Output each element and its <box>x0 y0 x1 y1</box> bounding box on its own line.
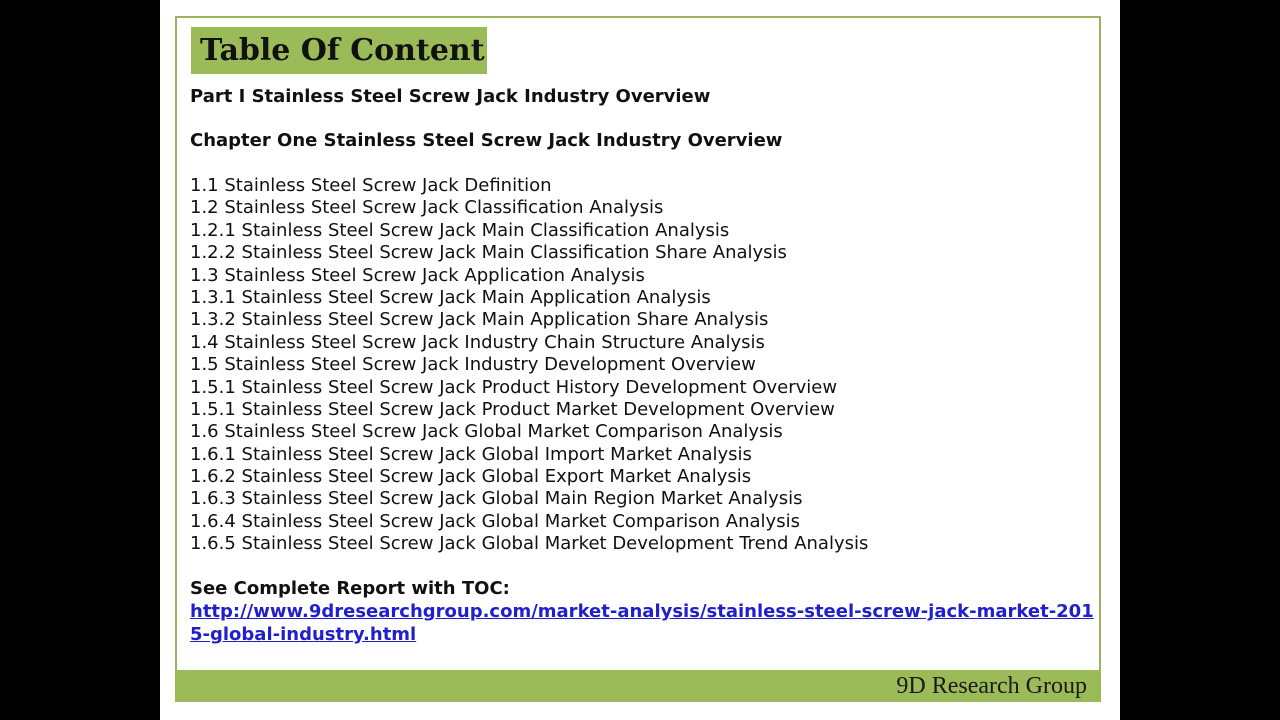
chapter-heading: Chapter One Stainless Steel Screw Jack Industry Overview <box>190 130 783 151</box>
part-heading: Part I Stainless Steel Screw Jack Industry Overview <box>190 86 711 107</box>
toc-item: 1.2.1 Stainless Steel Screw Jack Main Classification Analysis <box>190 219 730 241</box>
toc-item: 1.3 Stainless Steel Screw Jack Application Analysis <box>190 264 645 286</box>
toc-item: 1.6.4 Stainless Steel Screw Jack Global Market Comparison Analysis <box>190 510 800 532</box>
see-report-label: See Complete Report with TOC: <box>190 578 510 599</box>
toc-item: 1.6.5 Stainless Steel Screw Jack Global Market Development Trend Analysis <box>190 533 869 555</box>
toc-item: 1.5.1 Stainless Steel Screw Jack Product Market Development Overview <box>190 398 835 420</box>
report-link[interactable]: http://www.9dresearchgroup.com/market-analysis/stainless-steel-screw-jack-market-2015-global-industry.html <box>190 601 1094 645</box>
toc-item: 1.1 Stainless Steel Screw Jack Definition <box>190 175 552 196</box>
toc-item: 1.6 Stainless Steel Screw Jack Global Market Comparison Analysis <box>190 421 783 443</box>
toc-item: 1.4 Stainless Steel Screw Jack Industry Chain Structure Analysis <box>190 331 765 353</box>
toc-item: 1.5.1 Stainless Steel Screw Jack Product History Development Overview <box>190 376 838 398</box>
toc-item: 1.3.1 Stainless Steel Screw Jack Main Application Analysis <box>190 286 711 308</box>
footer-bar <box>175 670 1101 702</box>
toc-item: 1.2.2 Stainless Steel Screw Jack Main Classification Share Analysis <box>190 242 787 264</box>
toc-list <box>190 175 868 556</box>
title-banner <box>191 27 487 74</box>
page-title: Table Of Content <box>200 33 485 68</box>
toc-item: 1.6.3 Stainless Steel Screw Jack Global Main Region Market Analysis <box>190 488 803 510</box>
toc-item: 1.2 Stainless Steel Screw Jack Classification Analysis <box>190 197 664 219</box>
slide <box>160 0 1120 720</box>
footer-brand: 9D Research Group <box>896 673 1087 699</box>
toc-item: 1.5 Stainless Steel Screw Jack Industry Development Overview <box>190 354 756 376</box>
toc-item: 1.6.1 Stainless Steel Screw Jack Global Import Market Analysis <box>190 443 752 465</box>
toc-item: 1.6.2 Stainless Steel Screw Jack Global Export Market Analysis <box>190 466 752 488</box>
toc-item: 1.3.2 Stainless Steel Screw Jack Main Application Share Analysis <box>190 309 769 331</box>
